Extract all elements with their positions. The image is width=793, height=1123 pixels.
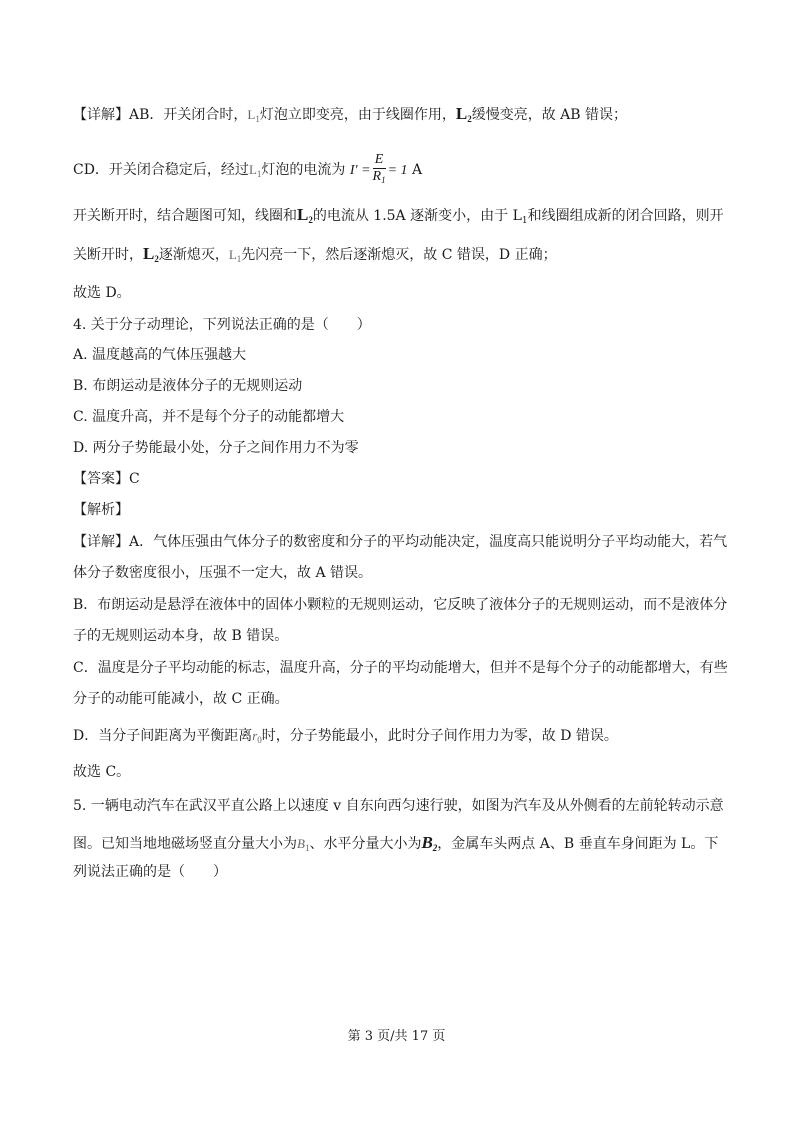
detail-4-line-5: C．温度是分子平均动能的标志，温度升高，分子的平均动能增大，但并不是每个分子的动能都增大，有些	[73, 660, 728, 676]
symbol-L1: $L_1$	[247, 107, 260, 124]
detail-4-line-7: D．当分子间距离为平衡距离$r_0$时，分子势能最小，此时分子间作用力为零，故 D 错误。	[73, 728, 618, 745]
formula-value: = 1	[387, 163, 408, 178]
question-5-line-1: 5. 一辆电动汽车在武汉平直公路上以速度 v 自东向西匀速行驶，如图为汽车及从外侧看的左前轮转动示意	[73, 798, 724, 814]
answer-label: 【答案】C	[73, 471, 140, 487]
text: 缓慢变亮，故 AB 错误；	[471, 107, 628, 123]
symbol-L1: $L_1$	[228, 247, 242, 264]
formula-current: I′ =	[349, 163, 371, 178]
option-d: D. 两分子势能最小处，分子之间作用力不为零	[73, 440, 359, 456]
symbol-L2: $L_2$	[143, 244, 159, 264]
option-c: C. 温度升高，并不是每个分子的动能都增大	[73, 409, 345, 425]
formula-fraction: $\frac{E}{R_1}$	[372, 152, 386, 185]
detail-line-1	[73, 104, 627, 129]
text: CD．开关闭合稳定后，经过	[73, 162, 249, 178]
detail-4-line-1: 【详解】A．气体压强由气体分子的数密度和分子的平均动能决定，温度高只能说明分子平均动能大，若气	[73, 534, 728, 550]
text: 【详解】AB．开关闭合时，	[73, 107, 248, 123]
detail-4-line-4: 子的无规则运动本身，故 B 错误。	[73, 628, 289, 644]
page-footer: 第 3 页/共 17 页	[347, 1029, 446, 1044]
detail-line-2	[73, 152, 422, 188]
detail-line-3: 开关断开时，结合题图可知，线圈和$L_2$的电流从 1.5A 逐渐变小，由于 $L_1$和线圈组成新的闭合回路，则开	[73, 205, 724, 226]
symbol-B2: $B_2$	[421, 833, 438, 853]
detail-4-line-2: 体分子数密度很小，压强不一定大，故 A 错误。	[73, 565, 373, 581]
option-a: A. 温度越高的气体压强越大	[73, 347, 247, 363]
question-5-line-2: 图。已知当地地磁场竖直分量大小为$B_1$、水平分量大小为$B_2$，金属车头两点 A、B 垂直车身间距为 L。下	[73, 833, 719, 853]
text: 灯泡的电流为	[261, 162, 346, 178]
unit: A	[411, 162, 423, 178]
question-4-stem: 4. 关于分子动理论，下列说法正确的是（ ）	[73, 317, 371, 333]
symbol-B1: $B_1$	[297, 836, 310, 853]
text: 灯泡立即变亮，由于线圈作用，	[259, 107, 456, 123]
analysis-label: 【解析】	[73, 502, 129, 518]
conclusion-q3: 故选 D。	[73, 285, 131, 301]
conclusion-q4: 故选 C。	[73, 764, 131, 780]
option-b: B. 布朗运动是液体分子的无规则运动	[73, 378, 303, 394]
detail-4-line-3: B．布朗运动是悬浮在液体中的固体小颗粒的无规则运动，它反映了液体分子的无规则运动，而不是液体分	[73, 597, 728, 613]
symbol-L1: $L_1$	[248, 162, 262, 179]
symbol-r0: $r_0$	[252, 728, 262, 745]
detail-4-line-6: 分子的动能可能减小，故 C 正确。	[73, 691, 289, 707]
detail-line-4: 关断开时，$L_2$逐渐熄灭，$L_1$先闪亮一下，然后逐渐熄灭，故 C 错误，D 正确；	[73, 244, 557, 264]
question-5-line-3: 列说法正确的是（ ）	[73, 864, 227, 880]
symbol-L2: $L_2$	[297, 205, 313, 225]
symbol-L2: $L_2$	[455, 104, 472, 124]
